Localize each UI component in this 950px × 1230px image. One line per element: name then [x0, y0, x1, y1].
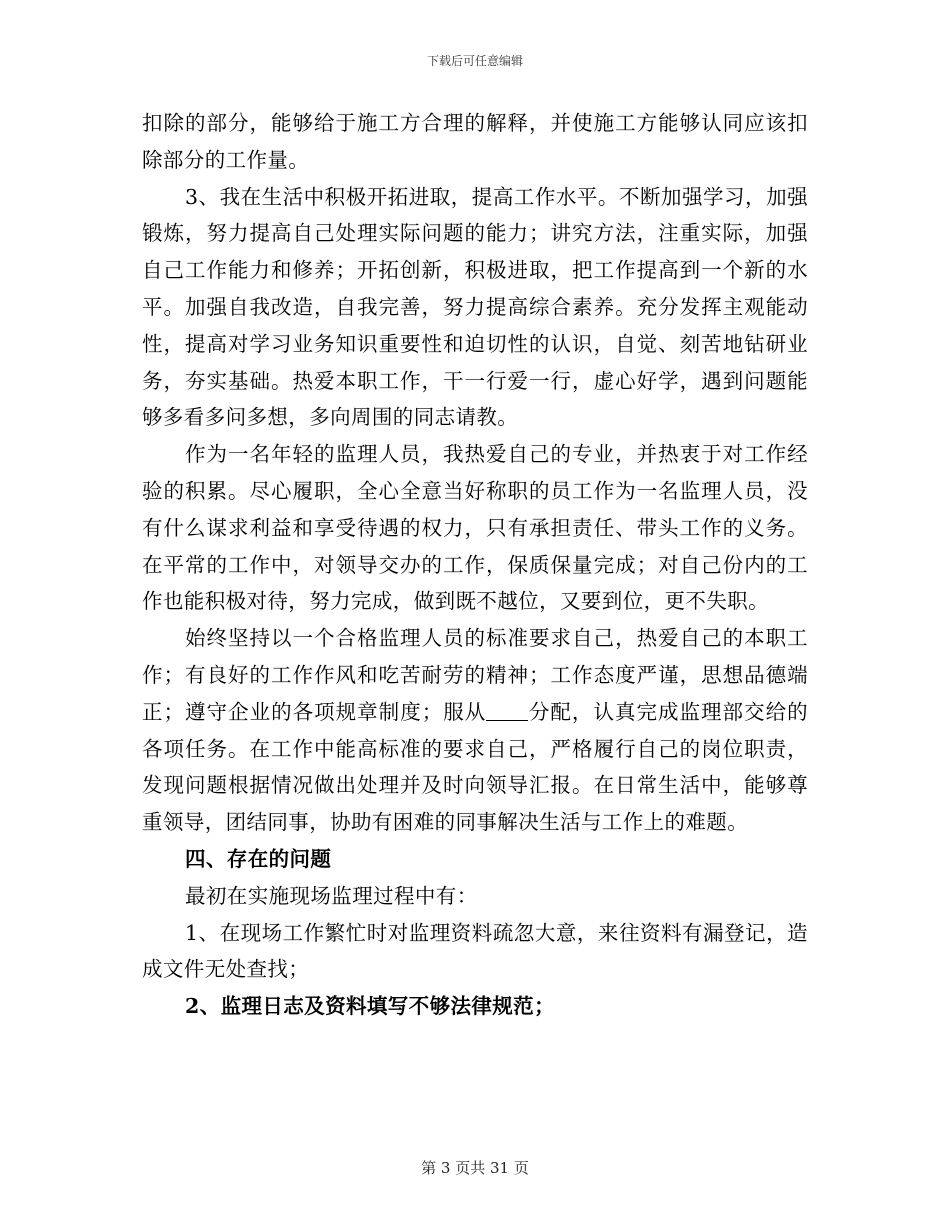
page-footer: 第 3 页共 31 页 [421, 1159, 529, 1177]
document-body [142, 105, 808, 1025]
page-header: 下载后可任意编辑 [426, 54, 523, 68]
paragraph-young-supervisor: 作为一名年轻的监理人员，我热爱自己的专业，并热衷于对工作经验的积累。尽心履职，全心全意当好称职的员工作为一名监理人员，没有什么谋求利益和享受待遇的权力，只有承担责任、带头工作的义务。在平常的工作中，对领导交办的工作，保质保量完成；对自己份内的工作也能积极对待，努力完成，做到既不越位，又要到位，更不失职。 [142, 442, 808, 614]
paragraph-point-3: 3、我在生活中积极开拓进取，提高工作水平。不断加强学习，加强锻炼，努力提高自己处理实际问题的能力；讲究方法，注重实际，加强自己工作能力和修养；开拓创新，积极进取，把工作提高到一个新的水平。加强自我改造，自我完善，努力提高综合素养。充分发挥主观能动性，提高对学习业务知识重要性和迫切性的认识，自觉、刻苦地钻研业务，夯实基础。热爱本职工作，干一行爱一行，虚心好学，遇到问题能够多看多问多想，多向周围的同志请教。 [142, 184, 808, 430]
paragraph-problems-intro: 最初在实施现场监理过程中有： [185, 883, 478, 908]
paragraph-standards-part2: 分配，认真完成监理部交给的各项任务。在工作中能高标准的要求自己，严格履行自己的岗位职责，发现问题根据情况做出处理并及时向领导汇报。在日常生活中，能够尊重领导，团结同事，协助有困难的同事解决生活与工作上的难题。 [142, 699, 809, 835]
paragraph-standards [142, 620, 808, 841]
paragraph-problem-2: 2、监理日志及资料填写不够法律规范； [185, 994, 555, 1019]
paragraph-standards-part1: 始终坚持以一个合格监理人员的标准要求自己，热爱自己的本职工作；有良好的工作作风和吃苦耐劳的精神；工作态度严谨，思想品德端正；遵守企业的各项规章制度；服从 [142, 626, 808, 724]
section-heading-problems: 四、存在的问题 [185, 846, 332, 871]
paragraph-problem-1: 1、在现场工作繁忙时对监理资料疏忽大意，来往资料有漏登记，造成文件无处查找； [142, 920, 808, 982]
paragraph-deduction: 扣除的部分，能够给于施工方合理的解释，并使施工方能够认同应该扣除部分的工作量。 [142, 111, 808, 172]
fill-in-blank [486, 700, 528, 721]
